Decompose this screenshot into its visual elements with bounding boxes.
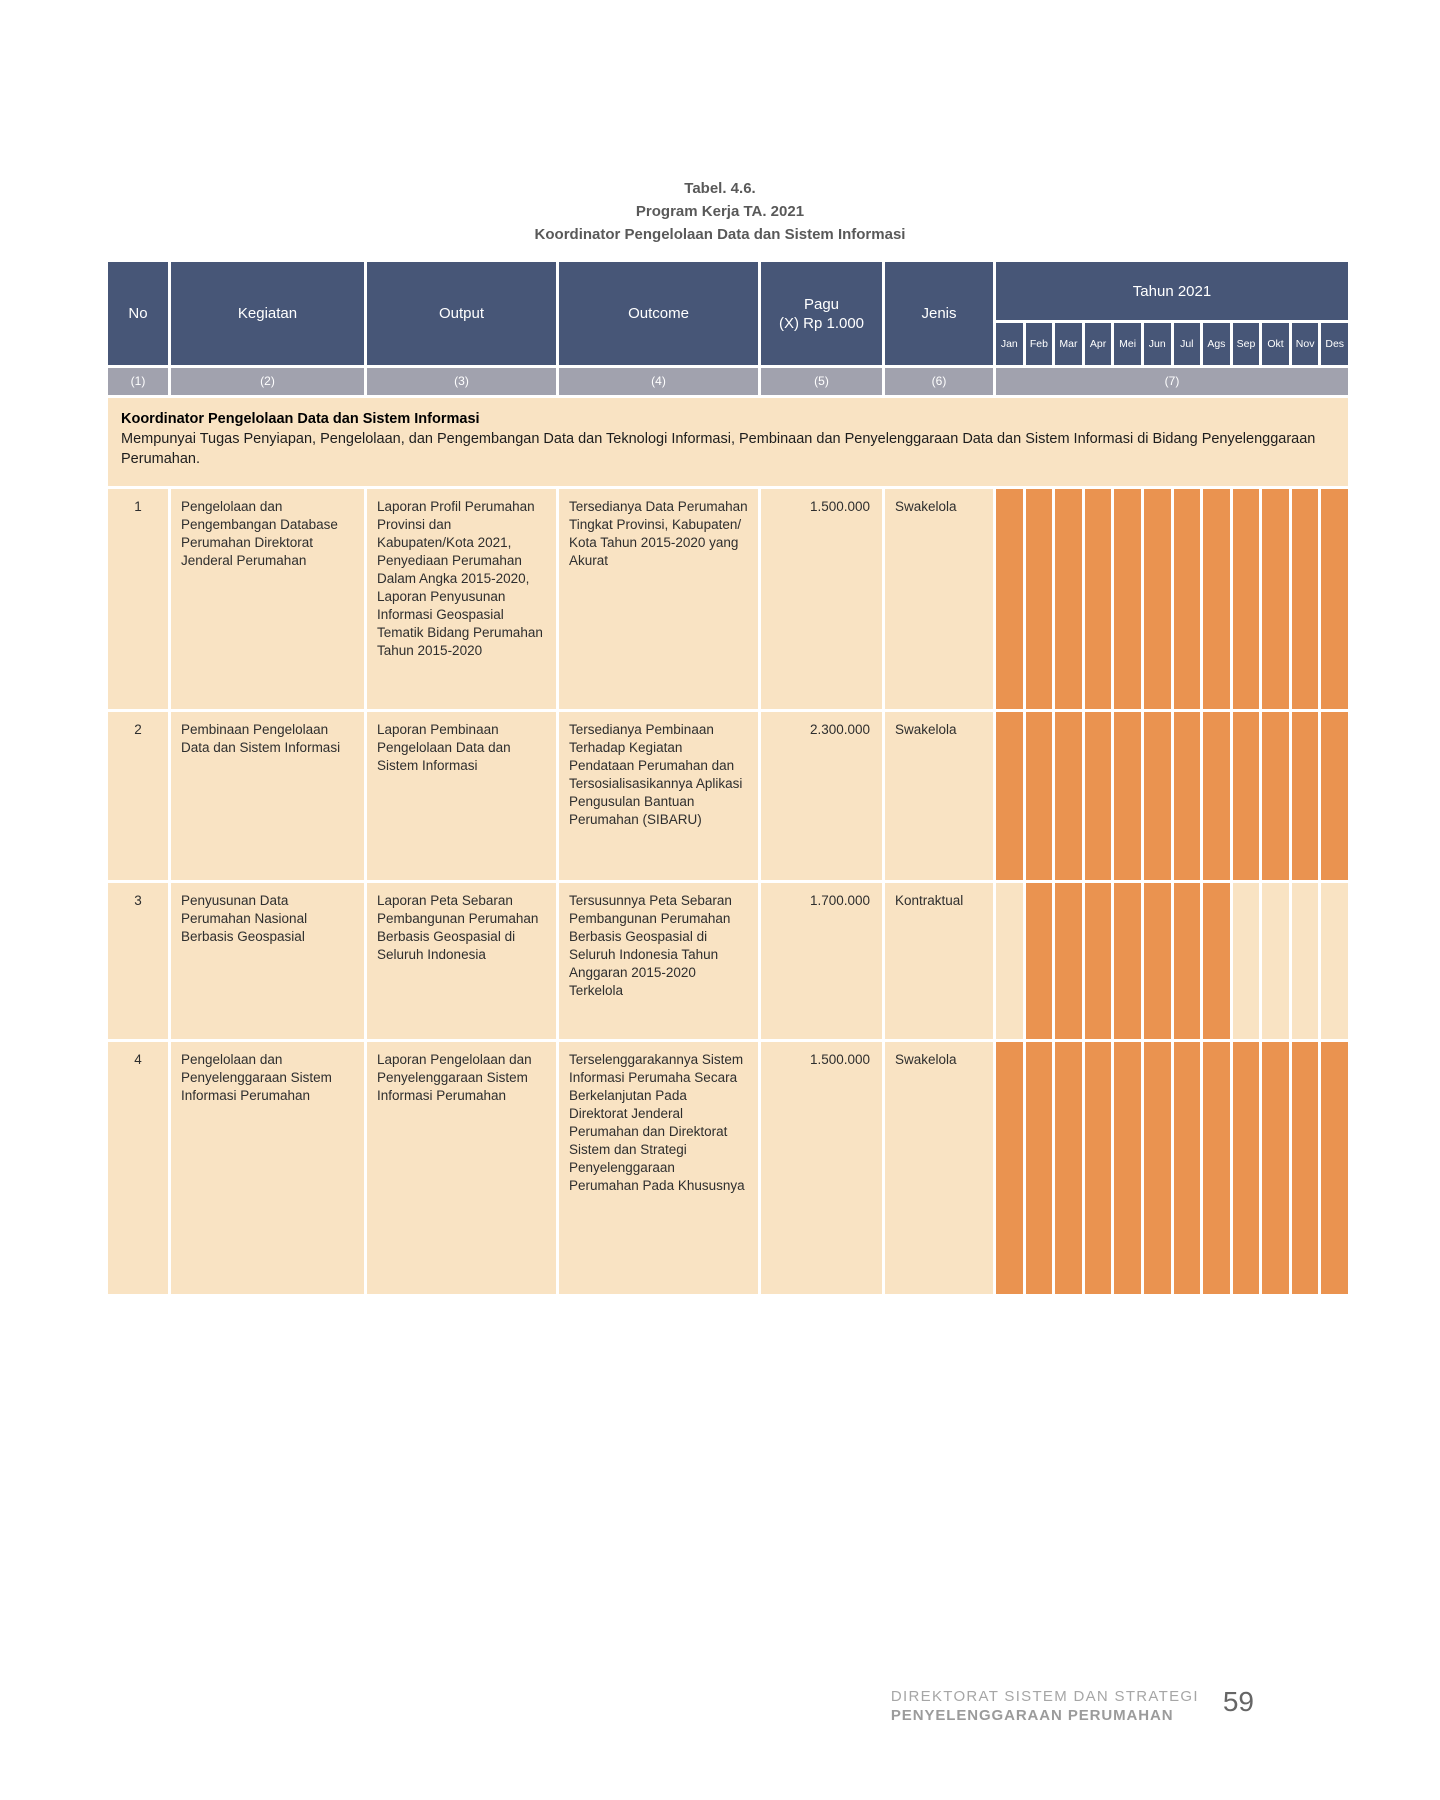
cell-pagu: 2.300.000 [761, 712, 882, 880]
page-number: 59 [1222, 1686, 1254, 1717]
gantt-month-cell [1144, 712, 1171, 880]
gantt-month-cell [1085, 883, 1112, 1039]
section-header-row [108, 398, 1348, 486]
gantt-month-cell [1085, 1042, 1112, 1294]
gantt-row [996, 712, 1348, 880]
gantt-month-cell [1026, 1042, 1053, 1294]
header-month-jan: Jan [996, 323, 1023, 365]
col-number-5: (5) [761, 368, 882, 395]
cell-pagu: 1.700.000 [761, 883, 882, 1039]
gantt-month-cell [1203, 1042, 1230, 1294]
gantt-month-cell [1292, 1042, 1319, 1294]
column-number-row [108, 368, 1348, 395]
header-tahun-group [996, 262, 1348, 365]
footer-organization [891, 1687, 1199, 1725]
col-number-6: (6) [885, 368, 993, 395]
gantt-month-cell [1174, 489, 1201, 709]
table-row [108, 1042, 1348, 1294]
cell-kegiatan: Pembinaan Pengelolaan Data dan Sistem Informasi [171, 712, 364, 880]
cell-no: 4 [108, 1042, 168, 1294]
header-month-jul: Jul [1174, 323, 1201, 365]
caption-line-1: Tabel. 4.6. [684, 180, 756, 197]
section-title: Koordinator Pengelolaan Data dan Sistem Informasi [121, 411, 480, 427]
cell-outcome: Tersedianya Data Perumahan Tingkat Provinsi, Kabupaten/ Kota Tahun 2015-2020 yang Akurat [559, 489, 758, 709]
gantt-month-cell [1174, 883, 1201, 1039]
gantt-month-cell [1055, 1042, 1082, 1294]
gantt-month-cell [1292, 712, 1319, 880]
section-description: Mempunyai Tugas Penyiapan, Pengelolaan, dan Pengembangan Data dan Teknologi Informasi, Pembinaan dan Penyelenggaraan Data dan Sistem Informasi di Bidang Penyelenggaraan Perumahan. [121, 431, 1316, 467]
gantt-month-cell [1321, 883, 1348, 1039]
gantt-month-cell [1292, 489, 1319, 709]
cell-output: Laporan Profil Perumahan Provinsi dan Kabupaten/Kota 2021, Penyediaan Perumahan Dalam Angka 2015-2020, Laporan Penyusunan Informasi Geospasial Tematik Bidang Perumahan Tahun 2015-2020 [367, 489, 556, 709]
cell-jenis: Swakelola [885, 489, 993, 709]
cell-kegiatan: Penyusunan Data Perumahan Nasional Berbasis Geospasial [171, 883, 364, 1039]
gantt-month-cell [1144, 1042, 1171, 1294]
caption-line-3: Koordinator Pengelolaan Data dan Sistem Informasi [534, 226, 906, 243]
gantt-month-cell [1026, 489, 1053, 709]
program-kerja-table [108, 262, 1348, 1294]
header-months-row [996, 323, 1348, 365]
gantt-month-cell [996, 883, 1023, 1039]
cell-pagu: 1.500.000 [761, 1042, 882, 1294]
cell-outcome: Tersedianya Pembinaan Terhadap Kegiatan Pendataan Perumahan dan Tersosialisasikannya Aplikasi Pengusulan Bantuan Perumahan (SIBARU) [559, 712, 758, 880]
caption-line-2: Program Kerja TA. 2021 [635, 203, 805, 220]
cell-outcome: Tersusunnya Peta Sebaran Pembangunan Perumahan Berbasis Geospasial di Seluruh Indonesia Tahun Anggaran 2015-2020 Terkelola [559, 883, 758, 1039]
gantt-month-cell [1114, 489, 1141, 709]
gantt-month-cell [996, 489, 1023, 709]
gantt-month-cell [1144, 489, 1171, 709]
header-no: No [108, 262, 168, 365]
cell-no: 2 [108, 712, 168, 880]
table-row [108, 883, 1348, 1039]
cell-jenis: Swakelola [885, 712, 993, 880]
gantt-month-cell [996, 1042, 1023, 1294]
col-number-1: (1) [108, 368, 168, 395]
header-outcome: Outcome [559, 262, 758, 365]
cell-output: Laporan Pengelolaan dan Penyelenggaraan Sistem Informasi Perumahan [367, 1042, 556, 1294]
gantt-month-cell [996, 712, 1023, 880]
cell-kegiatan: Pengelolaan dan Pengembangan Database Perumahan Direktorat Jenderal Perumahan [171, 489, 364, 709]
gantt-row [996, 1042, 1348, 1294]
gantt-month-cell [1321, 489, 1348, 709]
gantt-month-cell [1055, 712, 1082, 880]
gantt-month-cell [1203, 489, 1230, 709]
gantt-month-cell [1262, 883, 1289, 1039]
gantt-month-cell [1203, 883, 1230, 1039]
gantt-month-cell [1233, 712, 1260, 880]
table-row [108, 489, 1348, 709]
header-kegiatan: Kegiatan [171, 262, 364, 365]
cell-jenis: Kontraktual [885, 883, 993, 1039]
table-header-row [108, 262, 1348, 365]
gantt-month-cell [1114, 883, 1141, 1039]
gantt-month-cell [1174, 712, 1201, 880]
header-month-jun: Jun [1144, 323, 1171, 365]
cell-no: 1 [108, 489, 168, 709]
header-tahun-2021: Tahun 2021 [996, 262, 1348, 320]
gantt-month-cell [1114, 712, 1141, 880]
header-output: Output [367, 262, 556, 365]
gantt-month-cell [1321, 712, 1348, 880]
gantt-month-cell [1233, 883, 1260, 1039]
header-pagu-line1: Pagu [803, 295, 840, 313]
col-number-7: (7) [996, 368, 1348, 395]
header-month-mar: Mar [1055, 323, 1082, 365]
header-month-nov: Nov [1292, 323, 1319, 365]
gantt-month-cell [1203, 712, 1230, 880]
gantt-month-cell [1321, 1042, 1348, 1294]
gantt-month-cell [1233, 1042, 1260, 1294]
gantt-row [996, 883, 1348, 1039]
gantt-row [996, 489, 1348, 709]
col-number-3: (3) [367, 368, 556, 395]
cell-no: 3 [108, 883, 168, 1039]
col-number-2: (2) [171, 368, 364, 395]
cell-pagu: 1.500.000 [761, 489, 882, 709]
gantt-month-cell [1262, 712, 1289, 880]
cell-outcome: Terselenggarakannya Sistem Informasi Perumaha Secara Berkelanjutan Pada Direktorat Jenderal Perumahan dan Direktorat Sistem dan Strategi Penyelenggaraan Perumahan Pada Khususnya [559, 1042, 758, 1294]
header-pagu-line2: (X) Rp 1.000 [778, 314, 865, 332]
header-pagu [761, 262, 882, 365]
gantt-month-cell [1055, 883, 1082, 1039]
cell-output: Laporan Pembinaan Pengelolaan Data dan Sistem Informasi [367, 712, 556, 880]
cell-kegiatan: Pengelolaan dan Penyelenggaraan Sistem Informasi Perumahan [171, 1042, 364, 1294]
gantt-month-cell [1262, 1042, 1289, 1294]
gantt-month-cell [1233, 489, 1260, 709]
gantt-month-cell [1114, 1042, 1141, 1294]
header-month-okt: Okt [1262, 323, 1289, 365]
header-month-des: Des [1321, 323, 1348, 365]
footer-org-line1: DIREKTORAT SISTEM DAN STRATEGI [890, 1688, 1199, 1705]
gantt-month-cell [1174, 1042, 1201, 1294]
gantt-month-cell [1055, 489, 1082, 709]
header-jenis: Jenis [885, 262, 993, 365]
page-footer [108, 1687, 1254, 1725]
footer-org-line2: PENYELENGGARAAN PERUMAHAN [890, 1707, 1174, 1724]
header-month-sep: Sep [1233, 323, 1260, 365]
gantt-month-cell [1292, 883, 1319, 1039]
gantt-month-cell [1085, 712, 1112, 880]
col-number-4: (4) [559, 368, 758, 395]
gantt-month-cell [1026, 712, 1053, 880]
header-month-mei: Mei [1114, 323, 1141, 365]
cell-jenis: Swakelola [885, 1042, 993, 1294]
header-month-ags: Ags [1203, 323, 1230, 365]
gantt-month-cell [1144, 883, 1171, 1039]
header-month-apr: Apr [1085, 323, 1112, 365]
table-caption [0, 177, 1440, 246]
table-row [108, 712, 1348, 880]
gantt-month-cell [1085, 489, 1112, 709]
gantt-month-cell [1262, 489, 1289, 709]
header-month-feb: Feb [1026, 323, 1053, 365]
gantt-month-cell [1026, 883, 1053, 1039]
cell-output: Laporan Peta Sebaran Pembangunan Perumahan Berbasis Geospasial di Seluruh Indonesia [367, 883, 556, 1039]
